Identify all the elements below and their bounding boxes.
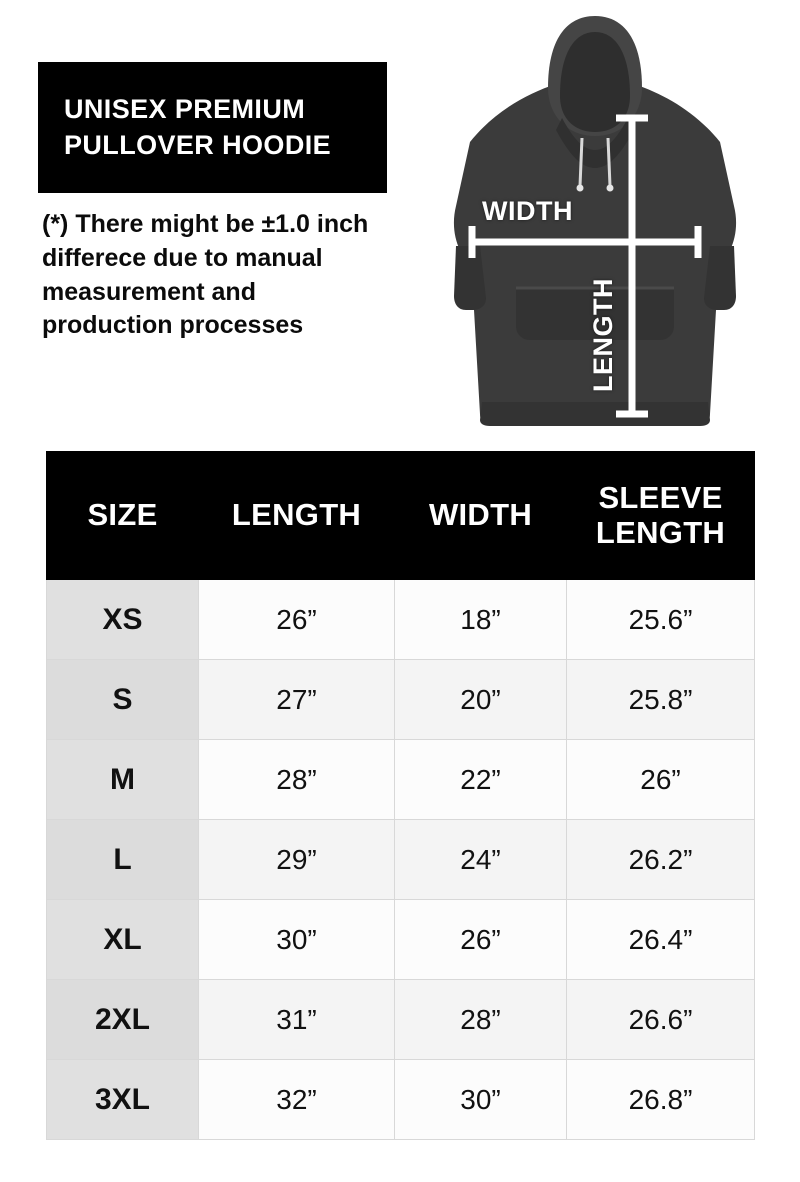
cell-sleeve: 26.2” [567, 820, 755, 900]
column-header-sleeve-length [567, 452, 755, 580]
cell-length: 26” [199, 580, 395, 660]
cell-width: 22” [395, 740, 567, 820]
width-measure-label: WIDTH [482, 196, 573, 226]
cell-sleeve: 26.6” [567, 980, 755, 1060]
cell-size: XL [47, 900, 199, 980]
cell-length: 27” [199, 660, 395, 740]
cell-width: 28” [395, 980, 567, 1060]
cell-sleeve: 25.8” [567, 660, 755, 740]
cell-width: 18” [395, 580, 567, 660]
cell-sleeve: 26” [567, 740, 755, 820]
cell-width: 30” [395, 1060, 567, 1140]
cell-size: S [47, 660, 199, 740]
page-title-line-2: PULLOVER HOODIE [64, 129, 332, 160]
column-header-width: WIDTH [395, 452, 567, 580]
cell-size: XS [47, 580, 199, 660]
length-measure-label: LENGTH [588, 278, 618, 392]
cell-width: 26” [395, 900, 567, 980]
table-row [47, 980, 755, 1060]
page-title-line-1: UNISEX PREMIUM [64, 93, 306, 124]
table-row [47, 820, 755, 900]
measurement-disclaimer: (*) There might be ±1.0 inch differece due to manual measurement and production processes [42, 210, 369, 340]
cell-length: 30” [199, 900, 395, 980]
product-title-block [38, 62, 387, 193]
cell-length: 29” [199, 820, 395, 900]
cell-width: 20” [395, 660, 567, 740]
column-header-length: LENGTH [199, 452, 395, 580]
column-header-sleeve-line-1: SLEEVE [598, 479, 723, 515]
cell-width: 24” [395, 820, 567, 900]
table-row [47, 660, 755, 740]
cell-size: 3XL [47, 1060, 199, 1140]
cell-sleeve: 25.6” [567, 580, 755, 660]
cell-sleeve: 26.8” [567, 1060, 755, 1140]
cell-length: 28” [199, 740, 395, 820]
cell-sleeve: 26.4” [567, 900, 755, 980]
cell-size: L [47, 820, 199, 900]
table-row [47, 900, 755, 980]
column-header-size: SIZE [47, 452, 199, 580]
cell-size: 2XL [47, 980, 199, 1060]
table-header-row [47, 452, 755, 580]
column-header-sleeve-line-2: LENGTH [595, 514, 726, 550]
table-row [47, 580, 755, 660]
cell-length: 31” [199, 980, 395, 1060]
size-chart-table [46, 451, 755, 1140]
cell-length: 32” [199, 1060, 395, 1140]
table-row [47, 1060, 755, 1140]
table-row [47, 740, 755, 820]
cell-size: M [47, 740, 199, 820]
